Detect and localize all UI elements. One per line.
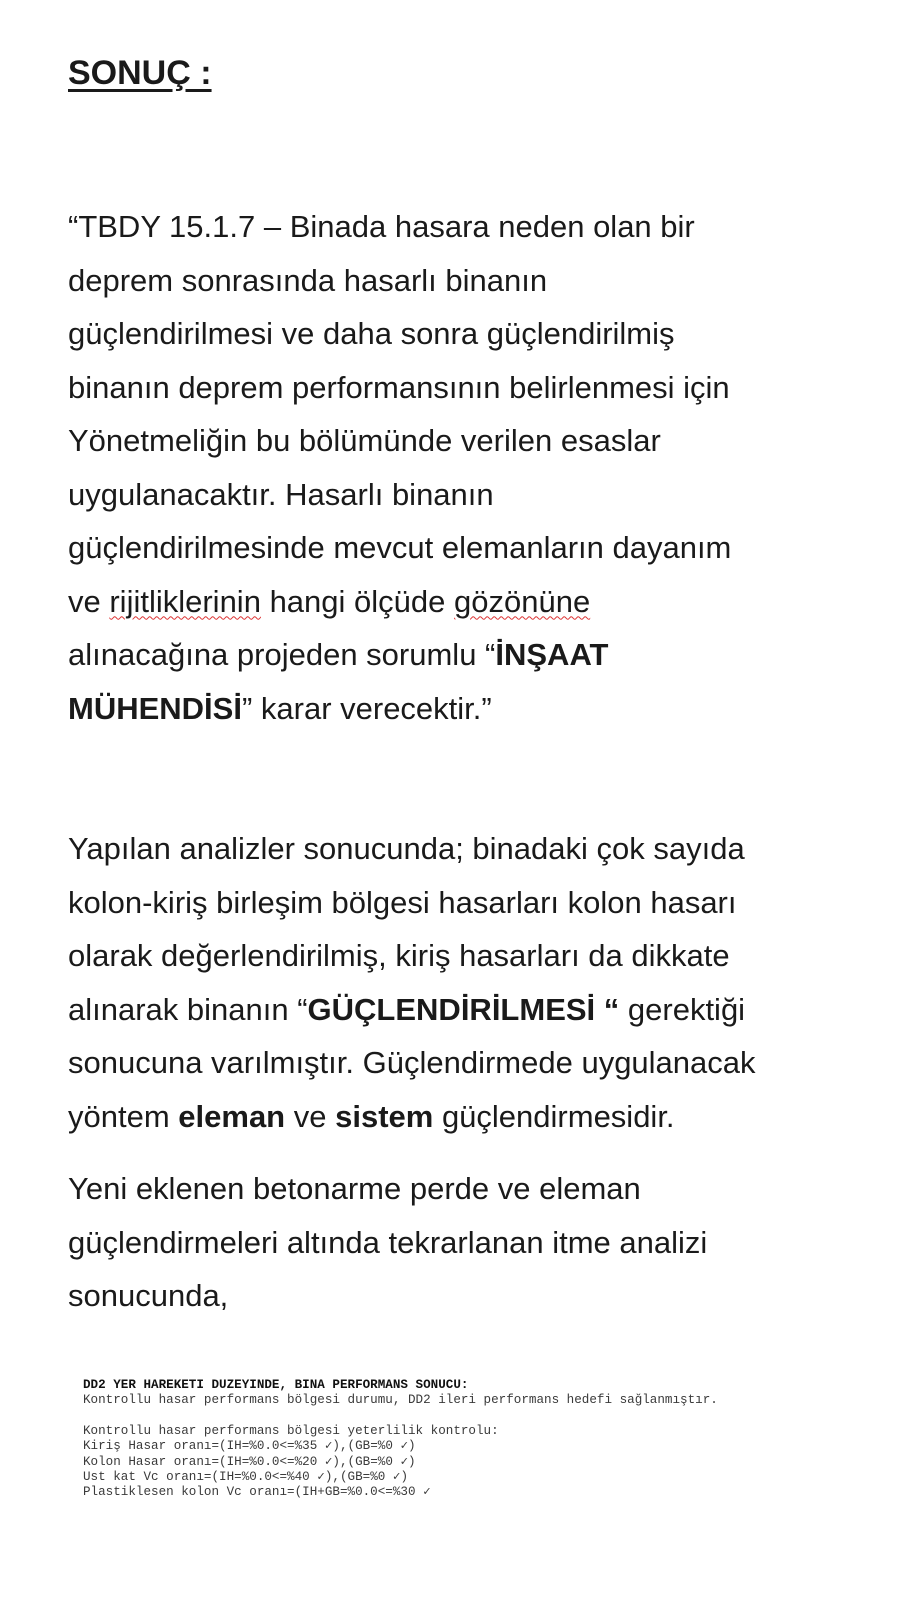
analysis-line: Yapılan analizler sonucunda; binadaki çok sayıda: [68, 831, 745, 866]
page-title: SONUÇ :: [68, 54, 212, 92]
result-line: sonucunda,: [68, 1278, 229, 1313]
result-paragraph: [68, 1162, 878, 1323]
spellcheck-word: gözönüne: [454, 583, 591, 619]
quote-text: ve: [68, 583, 110, 619]
analysis-line: [68, 983, 878, 1037]
result-line: Yeni eklenen betonarme perde ve eleman: [68, 1171, 641, 1206]
report-status: Kontrollu hasar performans bölgesi durumu, DD2 ileri performans hedefi sağlanmıştır.: [83, 1393, 718, 1408]
analysis-line: olarak değerlendirilmiş, kiriş hasarları da dikkate: [68, 938, 730, 973]
analysis-line: sonucuna varılmıştır. Güçlendirmede uygulanacak: [68, 1045, 756, 1080]
quote-line: “TBDY 15.1.7 – Binada hasara neden olan bir: [68, 209, 695, 244]
spellcheck-word: rijitliklerinin: [109, 583, 261, 619]
bold-text: sistem: [335, 1098, 434, 1134]
regulation-quote-paragraph: [68, 200, 878, 735]
quote-line: Yönetmeliğin bu bölümünde verilen esaslar: [68, 423, 661, 458]
analysis-text: alınarak binanın “: [68, 991, 308, 1027]
quote-line: [68, 628, 878, 682]
report-title: DD2 YER HAREKETI DUZEYINDE, BINA PERFORMANS SONUCU:: [83, 1378, 469, 1392]
analysis-text: güçlendirmesidir.: [433, 1098, 675, 1134]
analysis-text: yöntem: [68, 1098, 179, 1134]
bold-text: MÜHENDİSİ: [68, 690, 242, 726]
quote-line: [68, 682, 878, 736]
report-row: Plastiklesen kolon Vc oranı=(IH+GB=%0.0<=%30 ✓: [83, 1485, 431, 1500]
report-row: Kolon Hasar oranı=(IH=%0.0<=%20 ✓),(GB=%0 ✓): [83, 1454, 416, 1469]
analysis-line: [68, 1090, 878, 1144]
report-row: Kiriş Hasar oranı=(IH=%0.0<=%35 ✓),(GB=%0 ✓): [83, 1439, 416, 1454]
quote-line: uygulanacaktır. Hasarlı binanın: [68, 476, 494, 512]
analysis-text: gerektiği: [619, 991, 746, 1027]
quote-line: binanın deprem performansının belirlenmesi için: [68, 369, 730, 405]
report-spacer: [83, 1409, 718, 1424]
quote-text: alınacağına projeden sorumlu “: [68, 637, 496, 672]
result-line: güçlendirmeleri altında tekrarlanan itme analizi: [68, 1224, 708, 1260]
quote-text: ” karar verecektir.”: [241, 690, 492, 726]
analysis-line: kolon-kiriş birleşim bölgesi hasarları kolon hasarı: [68, 884, 737, 920]
bold-text: GÜÇLENDİRİLMESİ “: [307, 991, 620, 1027]
performance-report-output: [83, 1378, 718, 1501]
quote-line: deprem sonrasında hasarlı binanın: [68, 262, 548, 298]
analysis-text: ve: [285, 1098, 336, 1134]
quote-line: güçlendirilmesi ve daha sonra güçlendirilmiş: [68, 316, 675, 351]
quote-line: [68, 575, 878, 629]
report-row: Ust kat Vc oranı=(IH=%0.0<=%40 ✓),(GB=%0 ✓): [83, 1470, 409, 1485]
analysis-paragraph: [68, 822, 878, 1143]
quote-line: güçlendirilmesinde mevcut elemanların dayanım: [68, 530, 732, 565]
quote-text: hangi ölçüde: [260, 583, 454, 619]
report-check-title: Kontrollu hasar performans bölgesi yeterlilik kontrolu:: [83, 1423, 499, 1438]
bold-text: İNŞAAT: [495, 637, 609, 672]
bold-text: eleman: [178, 1098, 286, 1134]
